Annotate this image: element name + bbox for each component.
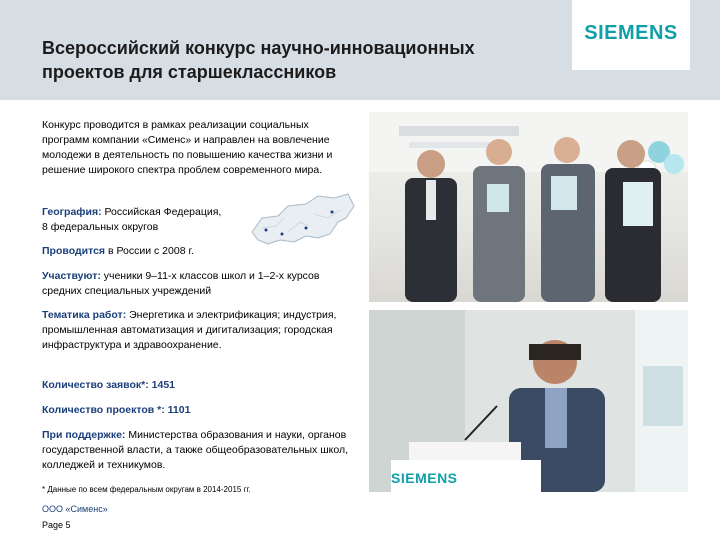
applications-count: Количество заявок*: 1451 <box>42 379 176 391</box>
held-since: Проводится в России с 2008 г. <box>42 245 194 257</box>
russia-map-image <box>248 188 358 250</box>
page-number: Page 5 <box>42 520 71 530</box>
siemens-logo-box <box>572 0 690 70</box>
support: При поддержке: Министерства образования и науки, органов государственной власти, а также общеобразовательных школ, колледжей и техникумов. <box>42 429 349 471</box>
footnote: * Данные по всем федеральным округам в 2014-2015 гг. <box>42 485 251 494</box>
topics: Тематика работ: Энергетика и электрификация; индустрия, промышленная автоматизация и дигитализация; городская инфраструктура и здравоохранение. <box>42 309 337 351</box>
company-name: ООО «Сименс» <box>42 504 108 514</box>
intro-text: Конкурс проводится в рамках реализации социальных программ компании «Сименс» и направлен на вовлечение молодежи в деятельность по повышению качества жизни и решение широкого спектра проблем современного мира. <box>42 119 333 176</box>
participants: Участвуют: ученики 9–11-х классов школ и 1–2-х курсов средних специальных учреждений <box>42 270 320 297</box>
photo-siemens-logo: SIEMENS <box>391 470 458 486</box>
projects-count: Количество проектов *: 1101 <box>42 404 191 416</box>
page-title: Всероссийский конкурс научно-инновационных проектов для старшеклассников <box>42 38 475 82</box>
speaker-photo <box>369 310 688 492</box>
award-winners-photo <box>369 112 688 302</box>
speaker-illustration <box>369 310 688 492</box>
siemens-logo: SIEMENS <box>584 22 678 44</box>
geography: География: Российская Федерация, 8 федеральных округов <box>42 206 222 233</box>
award-winners-illustration <box>369 112 688 302</box>
